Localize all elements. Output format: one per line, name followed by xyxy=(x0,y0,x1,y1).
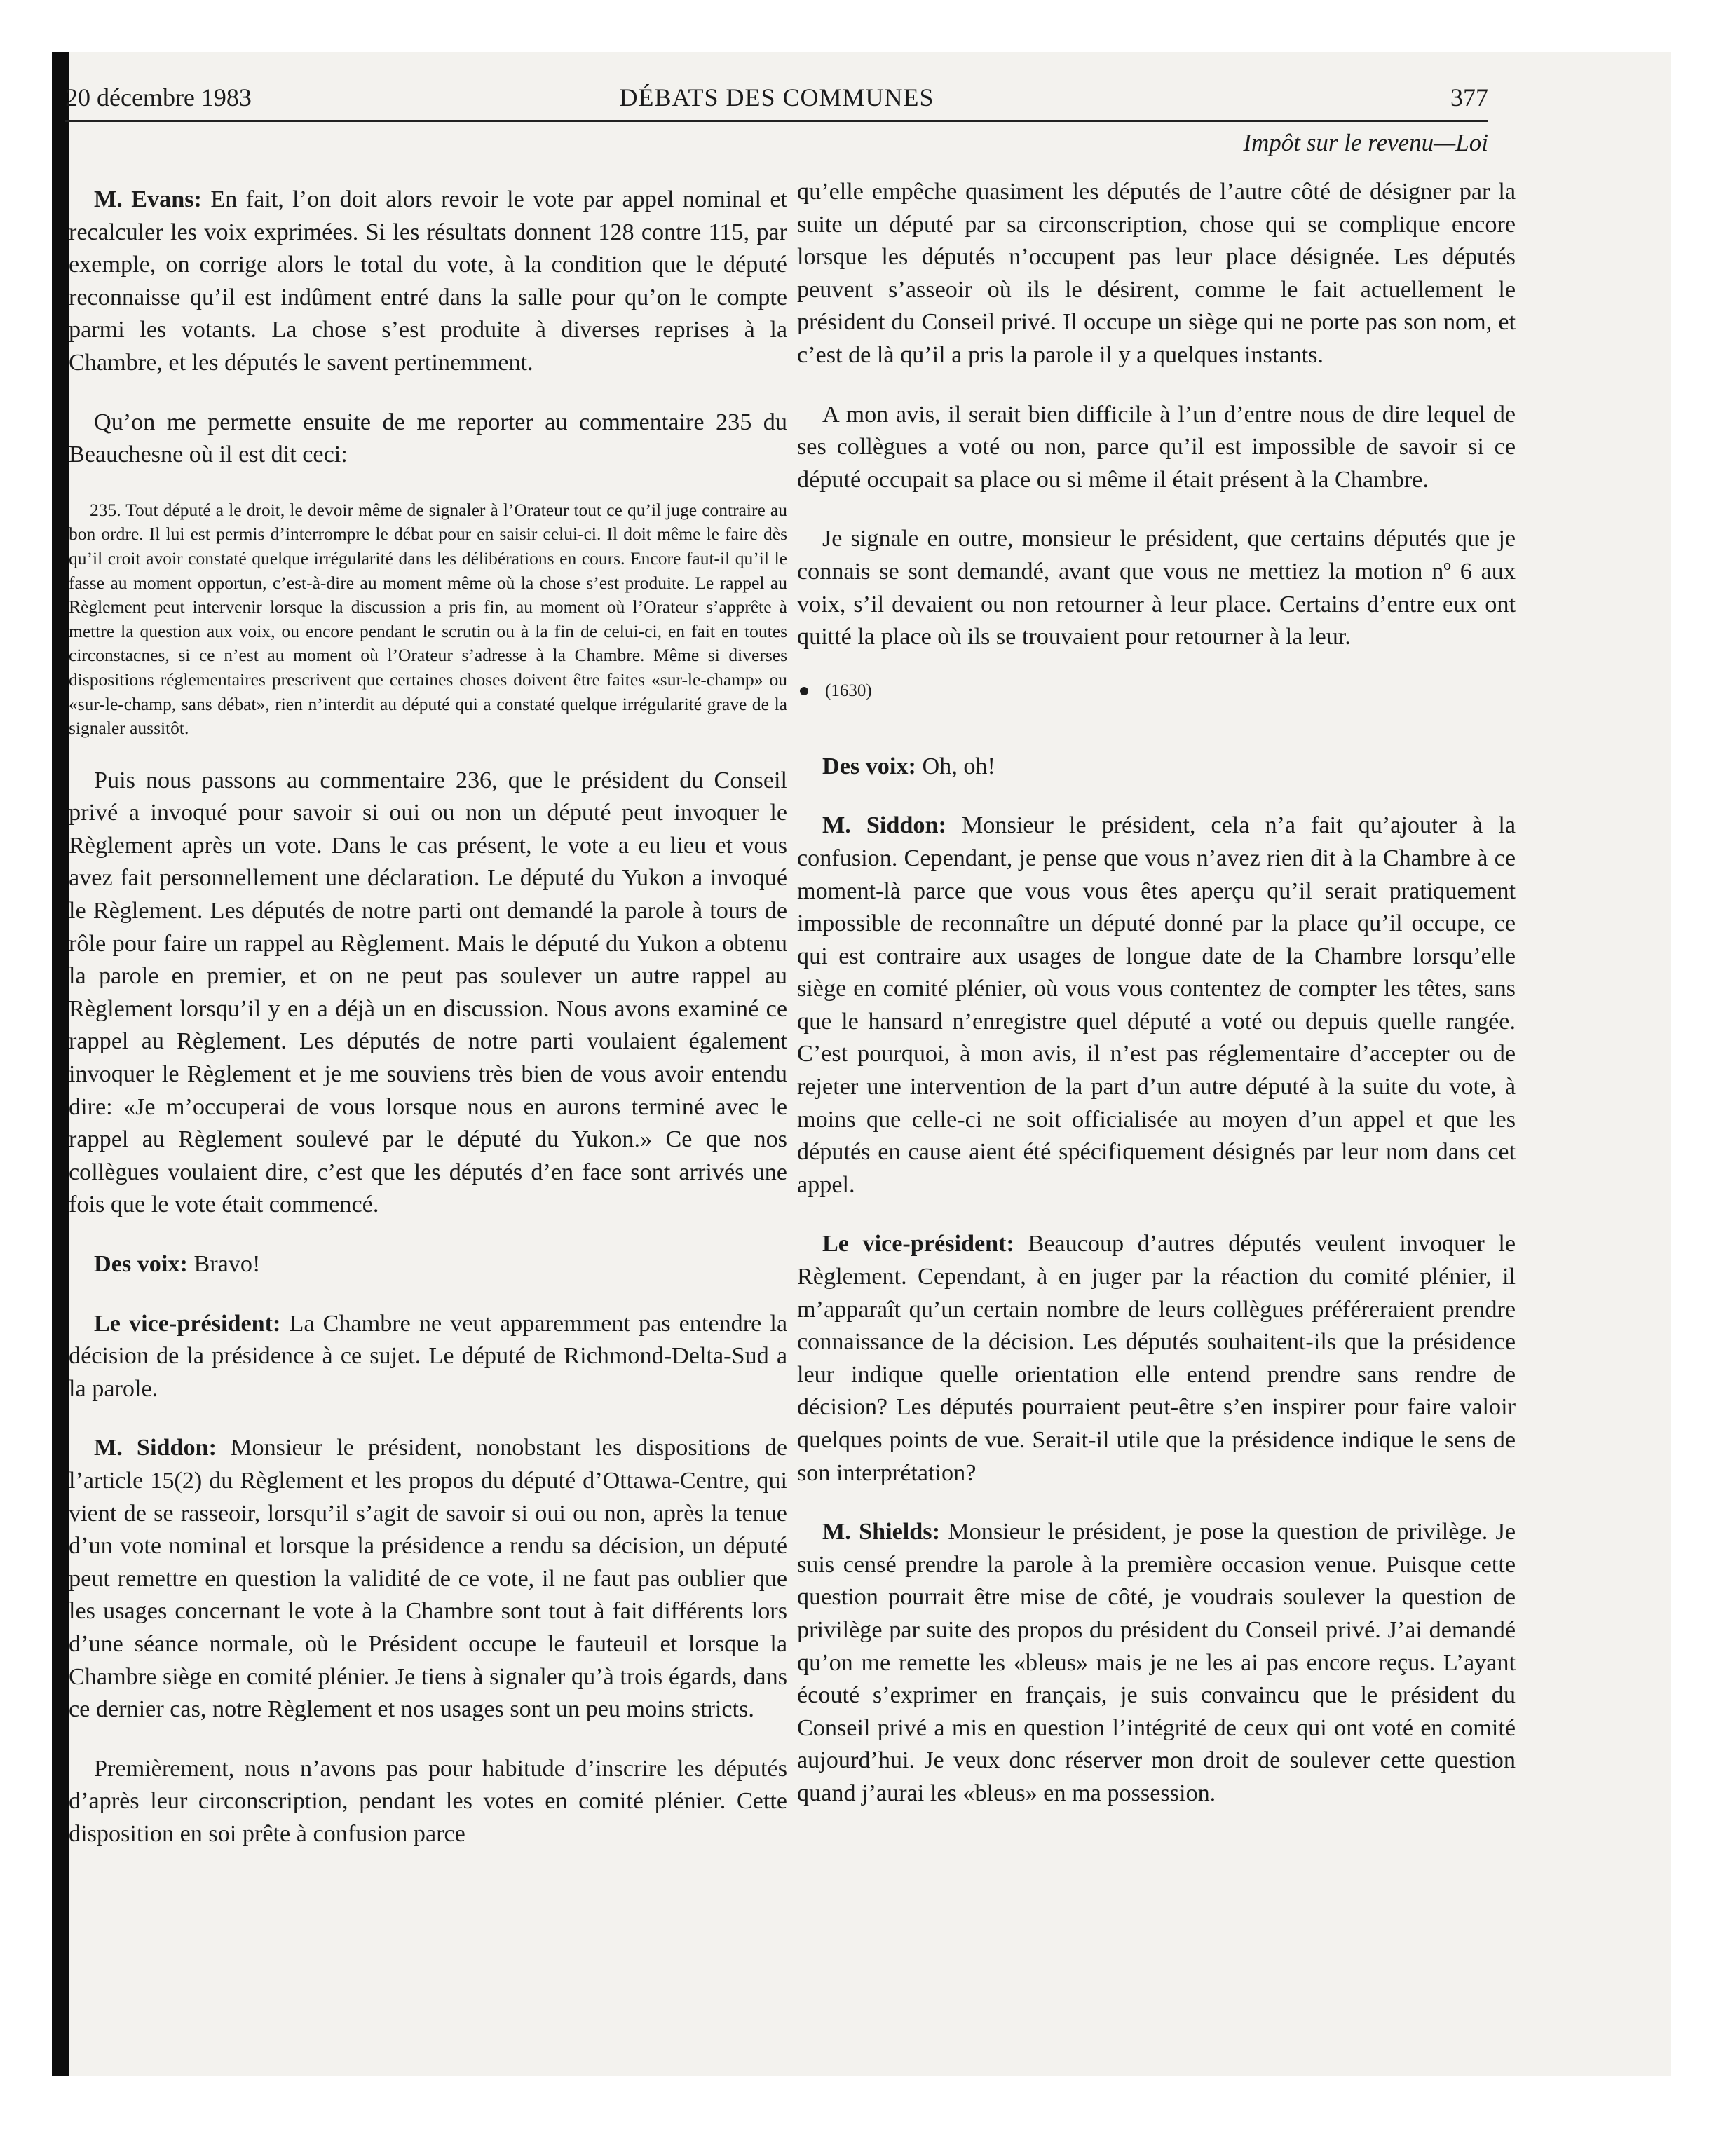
paragraph-text: Oh, oh! xyxy=(922,753,995,779)
header-date: 20 décembre 1983 xyxy=(65,83,252,111)
paragraph-text: Premièrement, nous n’avons pas pour habitude d’inscrire les députés d’après leur circonscription, pendant les votes en comité plénier. Cette disposition en soi prête à confusion parce xyxy=(69,1755,787,1847)
page-number: 377 xyxy=(1450,83,1488,111)
paragraph-text: Je signale en outre, monsieur le président, que certains députés que je connais se sont demandé, avant que vous ne mettiez la motion nº 6 aux voix, s’il devaient ou non retourner à leur place. Certains d’entre eux ont quitté la place où ils se trouvaient pour retourner à la leur. xyxy=(797,526,1516,650)
time-marker-text: (1630) xyxy=(825,681,872,700)
header-title: DÉBATS DES COMMUNES xyxy=(619,83,934,111)
speech-paragraph xyxy=(797,751,1516,784)
scan-edge-bar xyxy=(52,52,69,2076)
page-header xyxy=(65,83,1488,119)
paragraph-text: Qu’on me permette ensuite de me reporter au commentaire 235 du Beauchesne où il est dit ceci: xyxy=(69,409,787,468)
paragraph xyxy=(797,399,1516,497)
paragraph-text: Puis nous passons au commentaire 236, que le président du Conseil privé a invoqué pour savoir si oui ou non un député peut invoquer le Règlement après un vote. Dans le cas présent, le vote a eu lieu et vous avez fait personnellement une déclaration. Le député du Yukon a invoqué le Règlement. Les députés de notre parti ont demandé la parole à tours de rôle pour faire un rappel au Règlement. Mais le député du Yukon a obtenu la parole en premier, et on ne peut pas soulever un autre rappel au Règlement lorsqu’il y en a déjà un en discussion. Nous avons examiné ce rappel au Règlement. Les députés de notre parti voulaient également invoquer le Règlement et je me souviens très bien de vous avoir entendu dire: «Je m’occuperai de vous lorsque nous en aurons terminé avec le rappel au Règlement soulevé par le député du Yukon.» Ce que nos collègues voulaient dire, c’est que les députés d’en face sont arrivés une fois que le vote était commencé. xyxy=(69,767,787,1218)
paragraph-text: Monsieur le président, je pose la question de privilège. Je suis censé prendre la parole à la première occasion venue. Puisque cette question pourrait être mise de côté, je voudrais soulever la question de privilège par suite des propos du président du Conseil privé. J’ai demandé qu’on me remette les «bleus» mais je ne les ai pas encore reçus. L’ayant écouté s’exprimer en français, je suis convaincu que le président du Conseil privé a mis en question l’intégrité de ceux qui ont voté en comité aujourd’hui. Je veux donc réserver mon droit de soulever cette question quand j’aurai les «bleus» en ma possession. xyxy=(797,1519,1516,1806)
paragraph-text: En fait, l’on doit alors revoir le vote par appel nominal et recalculer les voix exprimées. Si les résultats donnent 128 contre 115, par exemple, on corrige alors le total du vote, à la condition que le député reconnaisse qu’il est indûment entré dans la salle pour qu’on le compte parmi les votants. La chose s’est produite à diverses reprises à la Chambre, et les députés le savent pertinemment. xyxy=(69,186,788,376)
time-marker xyxy=(797,681,1516,702)
paragraph-text: qu’elle empêche quasiment les députés de l’autre côté de désigner par la suite un député par sa circonscription, chose qui se complique encore lorsque les députés n’occupent pas leur place désignée. Les députés peuvent s’asseoir où ils le désirent, comme le fait actuellement le président du Conseil privé. Il occupe un siège qui ne porte pas son nom, et c’est de là qu’il a pris la parole il y a quelques instants. xyxy=(797,179,1516,368)
running-title: Impôt sur le revenu—Loi xyxy=(1243,129,1488,156)
bullet-icon xyxy=(800,687,808,695)
paragraph-text: Bravo! xyxy=(193,1251,261,1277)
right-column xyxy=(797,176,1516,1837)
paragraph xyxy=(69,765,787,1222)
speech-paragraph xyxy=(69,1432,787,1726)
paragraph xyxy=(797,523,1516,653)
speaker-name: Le vice-président: xyxy=(94,1310,281,1337)
speech-paragraph xyxy=(69,1308,787,1406)
speaker-name: Le vice-président: xyxy=(822,1231,1014,1257)
paragraph xyxy=(69,1753,787,1851)
speaker-name: M. Shields: xyxy=(822,1519,940,1546)
speaker-name: Des voix: xyxy=(94,1251,188,1277)
paragraph-text: Monsieur le président, nonobstant les dispositions de l’article 15(2) du Règlement et les propos du député d’Ottawa-Centre, qui vient de se rasseoir, lorsqu’il s’agit de savoir si oui ou non, après la tenue d’un vote nominal et lorsque la présidence a rendu sa décision, un député peut remettre en question la validité de ce vote, il ne faut pas oublier que les usages concernant le vote à la Chambre sont tout à fait différents lors d’une séance normale, où le Président occupe le fauteuil et lorsque la Chambre siège en comité plénier. Je tiens à signaler qu’à trois égards, dans ce dernier cas, notre Règlement et nos usages sont un peu moins stricts. xyxy=(69,1435,788,1723)
header-rule xyxy=(65,120,1488,122)
left-column xyxy=(69,184,787,1878)
paragraph-text: Monsieur le président, cela n’a fait qu’ajouter à la confusion. Cependant, je pense que vous n’avez rien dit à la Chambre à ce moment-là parce que vous vous êtes aperçu qu’il serait pratiquement impossible de reconnaître un député donné par la place qu’il occupe, ce qui est contraire aux usages de longue date de la Chambre lorsqu’elle siège en comité plénier, où vous vous contentez de compter les têtes, sans que le hansard n’enregistre quel député a voté ou depuis quelle rangée. C’est pourquoi, à mon avis, il n’est pas réglementaire d’accepter ou de rejeter une intervention de la part d’un autre député à la suite du vote, à moins que celle-ci ne soit officialisée au moyen d’un appel et que les députés en cause aient été spécifiquement désignés par leur nom dans cet appel. xyxy=(797,812,1516,1198)
paragraph-text: 235. Tout député a le droit, le devoir même de signaler à l’Orateur tout ce qu’il juge contraire au bon ordre. Il lui est permis d’interrompre le débat pour en saisir celui-ci. Il doit même le faire dès qu’il croit avoir constaté quelque irrégularité dans les délibérations en cours. Encore faut-il qu’il le fasse au moment opportun, c’est-à-dire au moment même où la chose s’est produite. Le rappel au Règlement peut intervenir lorsque la discussion a pris fin, au moment où l’Orateur s’apprête à mettre la question aux voix, ou encore pendant le scrutin ou à la fin de celui-ci, en fait en toutes circonstacnes, si ce n’est au moment où l’Orateur s’adresse à la Chambre. Même si diverses dispositions réglementaires prescrivent que certaines choses doivent être faites «sur-le-champ» ou «sur-le-champ, sans débat», rien n’interdit au député qui a constaté quelque irrégularité grave de la signaler aussitôt. xyxy=(69,499,787,739)
paragraph-continued xyxy=(797,176,1516,372)
block-quote xyxy=(69,498,787,741)
paragraph-text: A mon avis, il serait bien difficile à l’un d’entre nous de dire lequel de ses collègues a voté ou non, parce qu’il est impossible de savoir si ce député occupait sa place ou si même il était présent à la Chambre. xyxy=(797,401,1516,493)
speech-paragraph xyxy=(797,1516,1516,1810)
paragraph xyxy=(69,407,787,472)
speech-paragraph xyxy=(797,1228,1516,1489)
paragraph-text: La Chambre ne veut apparemment pas entendre la décision de la présidence à ce sujet. Le député de Richmond-Delta-Sud a la parole. xyxy=(69,1310,788,1402)
speaker-name: M. Evans: xyxy=(94,186,202,212)
speech-paragraph xyxy=(797,810,1516,1201)
speech-paragraph xyxy=(69,184,787,380)
speaker-name: Des voix: xyxy=(822,753,916,779)
speech-paragraph xyxy=(69,1248,787,1281)
paragraph-text: Beaucoup d’autres députés veulent invoquer le Règlement. Cependant, à en juger par la réaction du comité plénier, il m’apparaît qu’un certain nombre de leurs collègues préféreraient prendre connaissance de la décision. Les députés souhaitent-ils que la présidence leur indique quelle orientation elle entend prendre sans rendre de décision? Les députés pourraient peut-être s’en inspirer pour faire valoir quelques points de vue. Serait-il utile que la présidence indique le sens de son interprétation? xyxy=(797,1231,1516,1486)
speaker-name: M. Siddon: xyxy=(822,812,946,839)
speaker-name: M. Siddon: xyxy=(94,1435,217,1461)
